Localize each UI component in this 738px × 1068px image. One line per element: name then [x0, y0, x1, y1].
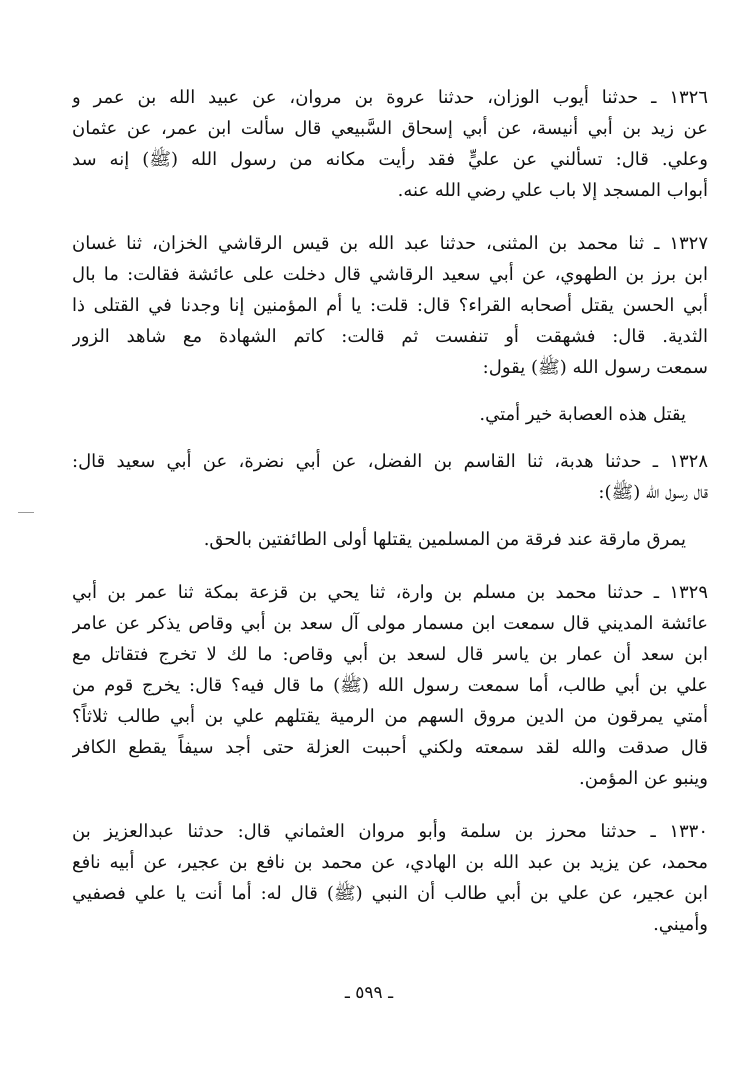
text-line: أبي الحسن يقتل أصحابه القراء؟ قال: قلت: يا أم المؤمنين إنا وجدنا في القتلى ذا [72, 295, 708, 316]
text-line: ١٣٢٧ ـ ثنا محمد بن المثنى، حدثنا عبد الله بن قيس الرقاشي الخزان، ثنا غسان [72, 233, 708, 254]
hadith-quote [72, 524, 708, 555]
text-line: وعلي. قال: تسألني عن عليٍّ فقد رأيت مكانه من رسول الله (ﷺ) إنه سد [72, 149, 708, 170]
text-line: أبواب المسجد إلا باب علي رضي الله عنه. [397, 180, 708, 201]
text-line: محمد، عن يزيد بن عبد الله بن الهادي، عن محمد بن نافع بن عجير، عن أبيه نافع [72, 852, 708, 873]
hadith-1329 [72, 577, 708, 794]
text-line: عن زيد بن أبي أنيسة، عن أبي إسحاق السَّبيعي قال سألت ابن عمر، عن عثمان [72, 118, 708, 139]
text-line: ١٣٣٠ ـ حدثنا محرز بن سلمة وأبو مروان العثماني قال: حدثنا عبدالعزيز بن [72, 821, 708, 842]
text-line: ابن عجير، عن علي بن أبي طالب أن النبي (ﷺ) قال له: أما أنت يا علي فصفيي [72, 883, 708, 904]
text-line: ابن سعد أن عمار بن ياسر قال لسعد بن أبي وقاص: ما لك لا تخرج فتقاتل مع [72, 644, 708, 665]
text-line: قال رسول الله (ﷺ): [598, 482, 708, 503]
text-line: يقتل هذه العصابة خير أمتي. [479, 404, 686, 425]
text-line: سمعت رسول الله (ﷺ) يقول: [482, 357, 708, 378]
text-line: ١٣٢٦ ـ حدثنا أيوب الوزان، حدثنا عروة بن مروان، عن عبيد الله بن عمر و [72, 87, 708, 108]
text-line: أمتي يمرقون من الدين مروق السهم من الرمية يقتلهم علي بن أبي طالب ثلاثاً؟ [72, 706, 708, 727]
text-line: علي بن أبي طالب، أما سمعت رسول الله (ﷺ) ما قال فيه؟ قال: يخرج قوم من [72, 675, 708, 696]
text-line: يمرق مارقة عند فرقة من المسلمين يقتلها أولى الطائفتين بالحق. [203, 529, 686, 550]
text-line: ابن برز بن الطهوي، عن أبي سعيد الرقاشي قال دخلت على عائشة فقالت: ما بال [72, 264, 708, 285]
hadith-1326 [72, 82, 708, 206]
hadith-1327 [72, 228, 708, 383]
text-line: الثدية. قال: فشهقت أو تنفست ثم قالت: كاتم الشهادة مع شاهد الزور [72, 326, 708, 347]
text-line: ١٣٢٨ ـ حدثنا هدبة، ثنا القاسم بن الفضل، عن أبي نضرة، عن أبي سعيد قال: [72, 451, 708, 472]
hadith-quote [72, 399, 708, 430]
text-line: ١٣٢٩ ـ حدثنا محمد بن مسلم بن وارة، ثنا يحي بن قزعة بمكة ثنا عمر بن أبي [72, 582, 708, 603]
hadith-1328 [72, 446, 708, 508]
hadith-1330 [72, 816, 708, 940]
text-line: قال صدقت والله لقد سمعته ولكني أحببت العزلة حتى أجد سيفاً يقطع الكافر [72, 737, 708, 758]
page-number: ـ ٥٩٩ ـ [344, 983, 394, 1003]
text-line: وينبو عن المؤمن. [578, 768, 708, 789]
text-line: وأميني. [653, 914, 708, 935]
margin-mark [18, 512, 34, 513]
book-page [72, 82, 708, 940]
text-line: عائشة المديني قال سمعت ابن مسمار مولى آل سعد بن أبي وقاص يذكر عن عامر [72, 613, 708, 634]
